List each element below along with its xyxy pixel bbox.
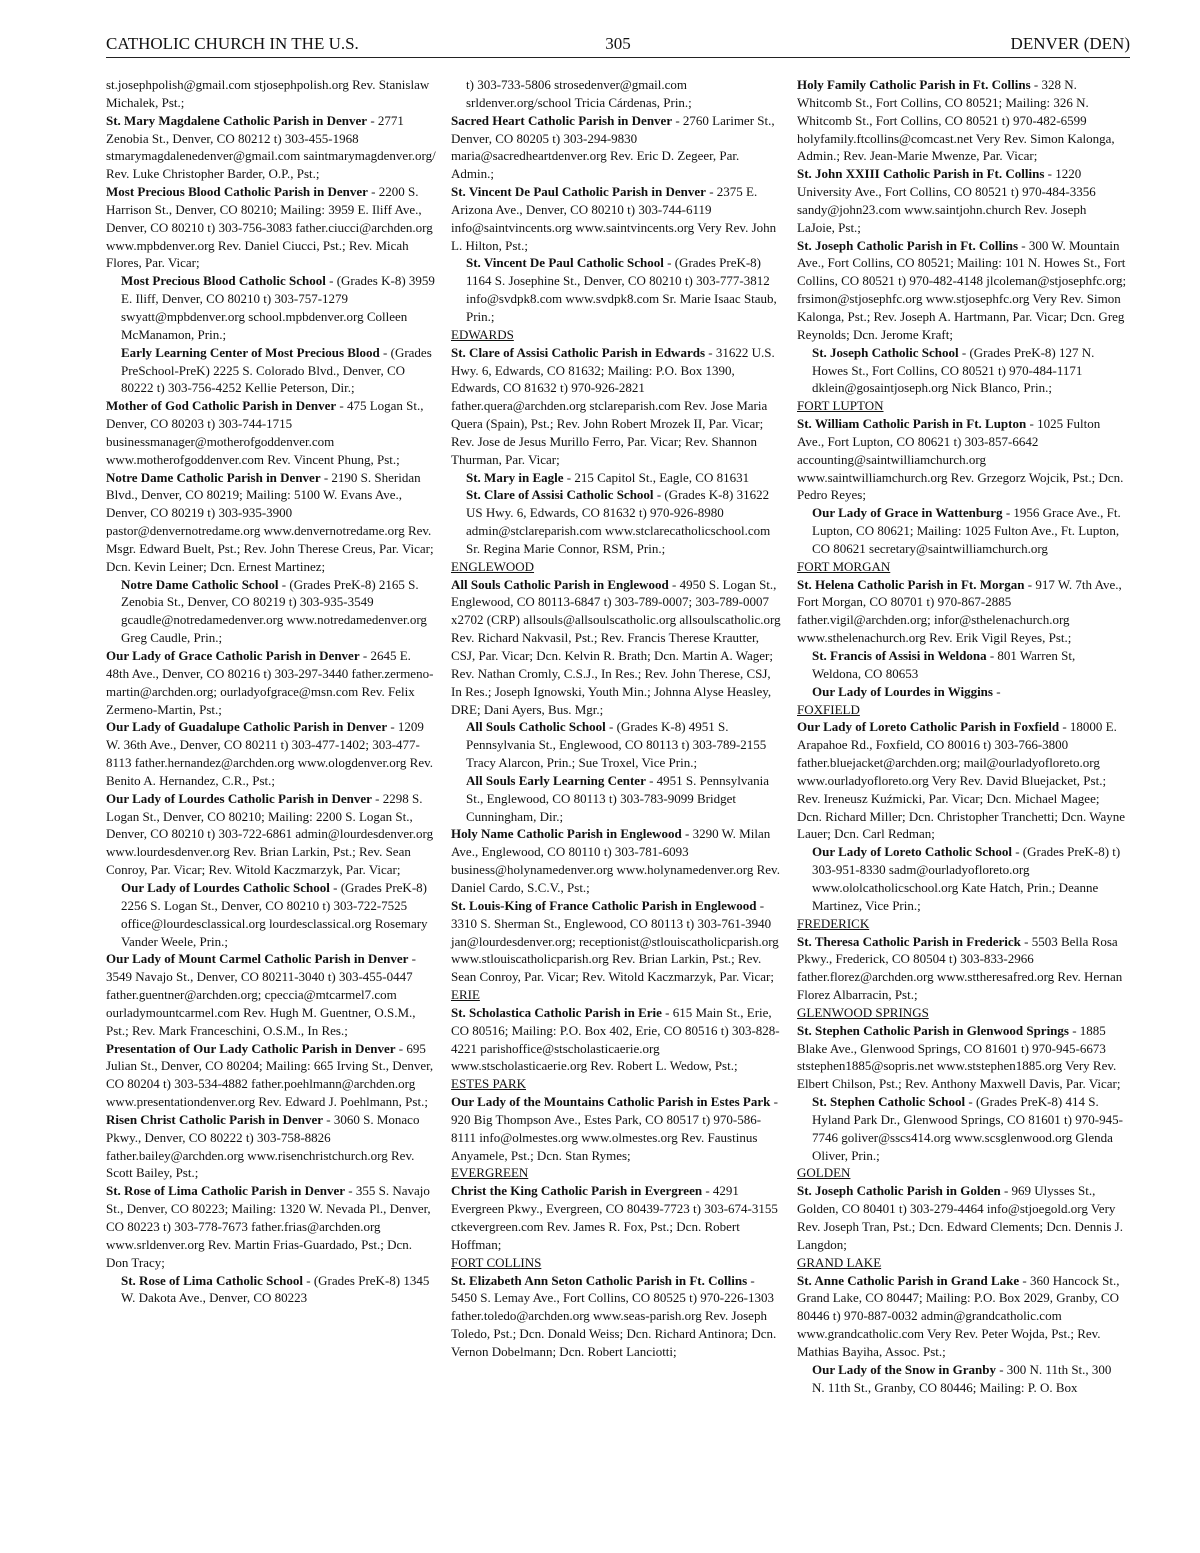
city-heading: ENGLEWOOD <box>451 558 535 574</box>
parish-entry <box>106 1111 436 1182</box>
parish-entry <box>106 790 436 879</box>
city-heading: FOXFIELD <box>797 701 860 717</box>
entry-details: - 1220 University Ave., Fort Collins, CO 80521 t) 970-484-3356 sandy@john23.com www.saintjohn.church Rev. Joseph LaJoie, Pst.; <box>797 166 1096 235</box>
entry-name: St. Joseph Catholic School <box>812 344 959 360</box>
parish-entry <box>106 112 436 183</box>
parish-entry <box>797 576 1127 647</box>
running-title: CATHOLIC CHURCH IN THE U.S. <box>106 34 359 53</box>
entry-name: St. Mary Magdalene Catholic Parish in Denver <box>106 112 368 128</box>
school-entry <box>106 1272 436 1308</box>
entry-name: Our Lady of Lourdes Catholic Parish in Denver <box>106 790 372 806</box>
parish-entry <box>106 469 436 576</box>
column-2 <box>451 76 781 1361</box>
entry-name: Our Lady of Loreto Catholic Parish in Foxfield <box>797 719 1060 735</box>
parish-entry <box>797 718 1127 843</box>
city-heading: EDWARDS <box>451 326 514 342</box>
entry-name: Notre Dame Catholic Parish in Denver <box>106 469 321 485</box>
page-number: 305 <box>605 34 631 53</box>
entry-name: St. Louis-King of France Catholic Parish in Englewood <box>451 897 757 913</box>
column-3 <box>797 76 1127 1396</box>
school-entry <box>451 772 781 826</box>
entry-name: St. Vincent De Paul Catholic Parish in Denver <box>451 184 706 200</box>
entry-details: - 4291 Evergreen Pkwy., Evergreen, CO 80439-7723 t) 303-674-3155 ctkevergreen.com Rev. James R. Fox, Pst.; Dcn. Robert Hoffman; <box>451 1183 778 1252</box>
school-entry <box>106 879 436 950</box>
entry-details: - 31622 U.S. Hwy. 6, Edwards, CO 81632; Mailing: P.O. Box 1390, Edwards, CO 81632 t) 970-926-2821 father.quera@archden.org stclareparish.com Rev. Jose Maria Quera (Spain), Pst.; Rev. John Robert Mrozek II, Par. Vicar; Rev. Jose de Jesus Murillo Ferro, Par. Vicar; Rev. Shannon Thurman, Par. Vicar; <box>451 344 775 467</box>
entry-name: Presentation of Our Lady Catholic Parish in Denver <box>106 1040 396 1056</box>
school-entry <box>106 576 436 647</box>
entry-details: - 3549 Navajo St., Denver, CO 80211-3040 t) 303-455-0447 father.guentner@archden.org; cpeccia@mtcarmel7.com ourladymountcarmel.com Rev. Hugh M. Guentner, O.S.M., Pst.; Rev. Mark Franceschini, O.S.M., In Res.; <box>106 951 416 1038</box>
city-heading: GRAND LAKE <box>797 1254 882 1270</box>
entry-name: St. Francis of Assisi in Weldona <box>812 648 987 663</box>
entry-name: Our Lady of Lourdes Catholic School <box>121 879 330 895</box>
entry-details: - 3060 S. Monaco Pkwy., Denver, CO 80222 t) 303-758-8826 father.bailey@archden.org www.risenchristchurch.org Rev. Scott Bailey, Pst.; <box>106 1111 420 1181</box>
school-entry <box>451 486 781 557</box>
entry-details: - 18000 E. Arapahoe Rd., Foxfield, CO 80016 t) 303-766-3800 father.bluejacket@archden.org; mail@ourladyofloreto.org www.ourladyofloreto.org Very Rev. David Bluejacket, Pst.; Rev. Ireneusz Kuźmicki, Par. Vicar; Dcn. Michael Magee; Dcn. Richard Miller; Dcn. Christopher Tranchetti; Dcn. Wayne Lauer; Dcn. Carl Redman; <box>797 719 1125 842</box>
entry-details: - 300 N. 11th St., 300 N. 11th St., Granby, CO 80446; Mailing: P. O. Box <box>812 1361 1112 1395</box>
entry-details: - 2298 S. Logan St., Denver, CO 80210; Mailing: 2200 S. Logan St., Denver, CO 80210 t) 303-722-6861 admin@lourdesdenver.org www.lourdesdenver.org Rev. Brian Larkin, Pst.; Rev. Sean Conroy, Par. Vicar; Rev. Witold Kaczmarzyk, Par. Vicar; <box>106 790 434 878</box>
entry-name: Early Learning Center of Most Precious Blood <box>121 344 380 360</box>
entry-name: Sacred Heart Catholic Parish in Denver <box>451 112 673 128</box>
parish-entry <box>451 112 781 183</box>
entry-details: - (Grades K-8) 4951 S. Pennsylvania St., Englewood, CO 80113 t) 303-789-2155 Tracy Alarcon, Prin.; Sue Troxel, Vice Prin.; <box>466 719 767 771</box>
entry-details: - <box>992 683 1001 699</box>
entry-details: - 615 Main St., Erie, CO 80516; Mailing: P.O. Box 402, Erie, CO 80516 t) 303-828-4221 parishoffice@stscholasticaerie.org www.stscholasticaerie.org Rev. Robert L. Wedow, Pst.; <box>451 1004 780 1074</box>
entry-details: - (Grades PreK-8) 1345 W. Dakota Ave., Denver, CO 80223 <box>121 1272 430 1306</box>
parish-entry <box>451 183 781 254</box>
parish-entry <box>797 1022 1127 1093</box>
parish-entry <box>106 1182 436 1271</box>
parish-entry <box>797 76 1127 165</box>
entry-details: t) 303-733-5806 strosedenver@gmail.com srldenver.org/school Tricia Cárdenas, Prin.; <box>466 77 692 110</box>
parish-entry <box>451 825 781 896</box>
entry-details: - 1209 W. 36th Ave., Denver, CO 80211 t) 303-477-1402; 303-477-8113 father.hernandez@archden.org www.ologdenver.org Rev. Benito A. Hernandez, C.R., Pst.; <box>106 719 433 788</box>
entry-details: - (Grades K-8) 31622 US Hwy. 6, Edwards, CO 81632 t) 970-926-8980 admin@stclareparish.com www.stclarecatholicschool.com Sr. Regina Marie Connor, RSM, Prin.; <box>466 487 771 556</box>
city-heading: FORT LUPTON <box>797 398 884 414</box>
city-heading: ERIE <box>451 987 480 1003</box>
entry-details: - 1956 Grace Ave., Ft. Lupton, CO 80621; Mailing: 1025 Fulton Ave., Ft. Lupton, CO 80621 secretary@saintwilliamchurch.org <box>812 505 1121 556</box>
entry-details: - (Grades PreK-8) 2165 S. Zenobia St., Denver, CO 80219 t) 303-935-3549 gcaudle@notredamedenver.org www.notredamedenver.org Greg Caudle, Prin.; <box>121 576 427 646</box>
diocese-title: DENVER (DEN) <box>1010 34 1130 53</box>
entry-details: - 2190 S. Sheridan Blvd., Denver, CO 80219; Mailing: 5100 W. Evans Ave., Denver, CO 80219 t) 303-935-3900 pastor@denvernotredame.org www.denvernotredame.org Rev. Msgr. Edward Buelt, Pst.; Rev. John Therese Creus, Par. Vicar; Dcn. Kevin Leiner; Dcn. Ernest Martinez; <box>106 469 434 574</box>
entry-name: St. Clare of Assisi Catholic Parish in Edwards <box>451 344 706 360</box>
entry-name: St. Clare of Assisi Catholic School <box>466 487 654 503</box>
entry-details: - 969 Ulysses St., Golden, CO 80401 t) 303-279-4464 info@stjoegold.org Very Rev. Joseph Tran, Pst.; Dcn. Edward Clements; Dcn. Dennis J. Langdon; <box>797 1183 1123 1252</box>
entry-details: - 695 Julian St., Denver, CO 80204; Mailing: 665 Irving St., Denver, CO 80204 t) 303-534-4882 father.poehlmann@archden.org www.presentationdenver.org Rev. Edward J. Poehlmann, Pst.; <box>106 1040 434 1110</box>
entry-details: - 475 Logan St., Denver, CO 80203 t) 303-744-1715 businessmanager@motherofgoddenver.com www.motherofgoddenver.com Rev. Vincent Phung, Pst.; <box>106 398 424 467</box>
entry-details: - 917 W. 7th Ave., Fort Morgan, CO 80701 t) 970-867-2885 father.vigil@archden.org; infor@sthelenachurch.org www.sthelenachurch.org Rev. Erik Vigil Reyes, Pst.; <box>797 576 1122 646</box>
entry-details: - 3310 S. Sherman St., Englewood, CO 80113 t) 303-761-3940 jan@lourdesdenver.org; receptionist@stlouiscatholicparish.org www.stlouiscatholicparish.org Rev. Brian Larkin, Pst.; Rev. Sean Conroy, Par. Vicar; Rev. Witold Kaczmarzyk, Par. Vicar; <box>451 897 779 985</box>
parish-entry <box>451 1182 781 1253</box>
entry-name: Our Lady of Loreto Catholic School <box>812 844 1012 860</box>
school-entry <box>797 647 1127 683</box>
parish-entry <box>797 1182 1127 1253</box>
entry-name: St. Stephen Catholic School <box>812 1094 966 1110</box>
entry-details: - (Grades PreK-8) 2256 S. Logan St., Denver, CO 80210 t) 303-722-7525 office@lourdesclassical.org lourdesclassical.org Rosemary Vander Weele, Prin.; <box>121 879 428 949</box>
parish-entry <box>106 647 436 718</box>
entry-details: - 801 Warren St, Weldona, CO 80653 <box>812 648 1076 681</box>
parish-entry <box>797 1272 1127 1361</box>
entry-name: All Souls Early Learning Center <box>466 772 646 788</box>
entry-details: - 2760 Larimer St., Denver, CO 80205 t) 303-294-9830 maria@sacredheartdenver.org Rev. Eric D. Zegeer, Par. Admin.; <box>451 112 775 182</box>
parish-entry <box>106 718 436 789</box>
entry-details: - 920 Big Thompson Ave., Estes Park, CO 80517 t) 970-586-8111 info@olmestes.org www.olmestes.org Rev. Faustinus Anyamele, Pst.; Dcn. Stan Rymes; <box>451 1094 778 1163</box>
entry-name: Most Precious Blood Catholic School <box>121 273 326 289</box>
entry-name: St. Anne Catholic Parish in Grand Lake <box>797 1272 1020 1288</box>
entry-name: St. Joseph Catholic Parish in Golden <box>797 1183 1001 1199</box>
parish-entry <box>797 933 1127 1004</box>
entry-details: - (Grades PreK-8) 414 S. Hyland Park Dr., Glenwood Springs, CO 81601 t) 970-945-7746 goliver@sscs414.org www.scsglenwood.org Glenda Oliver, Prin.; <box>812 1094 1123 1163</box>
school-entry <box>797 1361 1127 1397</box>
city-heading: ESTES PARK <box>451 1076 527 1092</box>
entry-details: - 5503 Bella Rosa Pkwy., Frederick, CO 80504 t) 303-833-2966 father.florez@archden.org www.sttheresafred.org Rev. Hernan Florez Albarracin, Pst.; <box>797 933 1123 1003</box>
city-heading: FREDERICK <box>797 915 870 931</box>
entry-details: - 300 W. Mountain Ave., Fort Collins, CO 80521; Mailing: 101 N. Howes St., Fort Collins, CO 80521 t) 970-482-4148 jlcoleman@stjosephfc.org; frsimon@stjosephfc.org www.stjosephfc.org Very Rev. Simon Kalonga, Pst.; Rev. Joseph A. Hartmann, Par. Vicar; Dcn. Greg Reynolds; Dcn. Jerome Kraft; <box>797 237 1127 342</box>
entry-details: - 3290 W. Milan Ave., Englewood, CO 80110 t) 303-781-6093 business@holynamedenver.org www.holynamedenver.org Rev. Daniel Cardo, S.C.V., Pst.; <box>451 826 780 895</box>
school-entry <box>451 469 781 487</box>
column-1 <box>106 76 436 1307</box>
entry-details: - 2645 E. 48th Ave., Denver, CO 80216 t) 303-297-3440 father.zermeno-martin@archden.org; ourladyofgrace@msn.com Rev. Felix Zermeno-Martin, Pst.; <box>106 648 434 717</box>
school-entry <box>451 718 781 772</box>
entry-name: St. Helena Catholic Parish in Ft. Morgan <box>797 576 1025 592</box>
parish-entry <box>451 1004 781 1075</box>
city-heading: FORT COLLINS <box>451 1254 542 1270</box>
city-heading: FORT MORGAN <box>797 558 891 574</box>
school-entry <box>797 1093 1127 1164</box>
entry-name: Our Lady of the Mountains Catholic Parish in Estes Park <box>451 1094 771 1110</box>
parish-entry <box>106 950 436 1039</box>
parish-entry <box>797 165 1127 236</box>
entry-name: St. Scholastica Catholic Parish in Erie <box>451 1004 662 1020</box>
school-entry <box>106 344 436 398</box>
parish-entry <box>797 415 1127 504</box>
entry-name: Holy Family Catholic Parish in Ft. Collins <box>797 77 1031 92</box>
entry-details: - (Grades PreK-8) 1164 S. Josephine St., Denver, CO 80210 t) 303-777-3812 info@svdpk8.com www.svdpk8.com Sr. Marie Isaac Staub, Prin.; <box>466 255 777 324</box>
parish-entry <box>451 1093 781 1164</box>
parish-entry <box>451 576 781 719</box>
entry-name: Christ the King Catholic Parish in Evergreen <box>451 1183 703 1199</box>
entry-details: - 328 N. Whitcomb St., Fort Collins, CO 80521; Mailing: 326 N. Whitcomb St., Fort Collins, CO 80521 t) 970-482-6599 holyfamily.ftcollins@comcast.net Very Rev. Simon Kalonga, Admin.; Rev. Jean-Marie Mwenze, Par. Vicar; <box>797 77 1115 164</box>
entry-name: St. John XXIII Catholic Parish in Ft. Collins <box>797 166 1045 182</box>
school-entry <box>797 683 1127 701</box>
entry-name: St. Vincent De Paul Catholic School <box>466 255 664 271</box>
entry-name: Our Lady of Lourdes in Wiggins <box>812 683 993 699</box>
entry-details: - 215 Capitol St., Eagle, CO 81631 <box>563 469 750 485</box>
entry-name: St. Elizabeth Ann Seton Catholic Parish in Ft. Collins <box>451 1272 748 1288</box>
entry-name: St. William Catholic Parish in Ft. Lupton <box>797 416 1027 432</box>
school-entry <box>797 504 1127 558</box>
entry-details: - 5450 S. Lemay Ave., Fort Collins, CO 80525 t) 970-226-1303 father.toledo@archden.org www.seas-parish.org Rev. Joseph Toledo, Pst.; Dcn. Donald Weiss; Dcn. Richard Antinora; Dcn. Vernon Dobelmann; Dcn. Robert Lanciotti; <box>451 1272 777 1359</box>
parish-entry <box>451 1272 781 1361</box>
entry-name: St. Stephen Catholic Parish in Glenwood Springs <box>797 1022 1069 1038</box>
entry-name: Most Precious Blood Catholic Parish in Denver <box>106 184 368 200</box>
entry-details: - 360 Hancock St., Grand Lake, CO 80447; Mailing: P.O. Box 2029, Granby, CO 80446 t) 970-887-0032 admin@grandcatholic.com www.grandcatholic.com Very Rev. Peter Wojda, Pst.; Rev. Mathias Bayiha, Assoc. Pst.; <box>797 1272 1120 1359</box>
entry-details: - 1025 Fulton Ave., Fort Lupton, CO 80621 t) 303-857-6642 accounting@saintwilliamchurch.org www.saintwilliamchurch.org Rev. Grzegorz Wojcik, Pst.; Dcn. Pedro Reyes; <box>797 416 1124 503</box>
school-entry <box>106 272 436 343</box>
parish-entry <box>451 344 781 469</box>
entry-name: Holy Name Catholic Parish in Englewood <box>451 826 682 842</box>
entry-name: St. Joseph Catholic Parish in Ft. Collins <box>797 237 1019 253</box>
parish-entry <box>106 397 436 468</box>
entry-details: - 2200 S. Harrison St., Denver, CO 80210; Mailing: 3959 E. Iliff Ave., Denver, CO 80210 t) 303-756-3083 father.ciucci@archden.org www.mpbdenver.org Rev. Daniel Ciucci, Pst.; Rev. Micah Flores, Par. Vicar; <box>106 184 433 271</box>
parish-entry <box>106 1040 436 1111</box>
city-heading: EVERGREEN <box>451 1165 529 1181</box>
entry-name: Our Lady of Grace Catholic Parish in Denver <box>106 648 360 663</box>
entry-details: - 4951 S. Pennsylvania St., Englewood, CO 80113 t) 303-783-9099 Bridget Cunningham, Dir.; <box>466 772 769 824</box>
parish-entry <box>106 76 436 112</box>
entry-name: All Souls Catholic School <box>466 719 606 735</box>
entry-name: Our Lady of Mount Carmel Catholic Parish in Denver <box>106 951 409 967</box>
entry-name: St. Theresa Catholic Parish in Frederick <box>797 933 1021 949</box>
entry-name: Risen Christ Catholic Parish in Denver <box>106 1111 324 1127</box>
entry-name: Notre Dame Catholic School <box>121 576 279 592</box>
entry-name: Our Lady of the Snow in Granby <box>812 1361 996 1377</box>
city-heading: GOLDEN <box>797 1165 851 1181</box>
page-header <box>106 33 1130 58</box>
entry-name: Mother of God Catholic Parish in Denver <box>106 398 337 414</box>
entry-details: - (Grades PreK-8) 127 N. Howes St., Fort Collins, CO 80521 t) 970-484-1171 dklein@gosaintjoseph.org Nick Blanco, Prin.; <box>812 344 1095 396</box>
entry-details: - 2375 E. Arizona Ave., Denver, CO 80210 t) 303-744-6119 info@saintvincents.org www.saintvincents.org Very Rev. John L. Hilton, Pst.; <box>451 184 777 253</box>
entry-details: st.josephpolish@gmail.com stjosephpolish.org Rev. Stanislaw Michalek, Pst.; <box>106 77 430 110</box>
school-entry <box>451 254 781 325</box>
entry-details: - 4950 S. Logan St., Englewood, CO 80113-6847 t) 303-789-0007; 303-789-0007 x2702 (CRP) allsouls@allsoulscatholic.org allsoulscatholic.org Rev. Richard Nakvasil, Pst.; Rev. Francis Therese Krautter, CSJ, Par. Vicar; Dcn. Kelvin R. Brath; Dcn. Martin A. Wager; Rev. Nathan Cromly, C.S.J., In Res.; Rev. John Therese, CSJ, In Res.; Joseph Ignowski, Youth Min.; Johnna Alyse Heasley, DRE; Dani Ayers, Bus. Mgr.; <box>451 576 781 717</box>
school-entry <box>797 843 1127 914</box>
school-entry <box>797 344 1127 398</box>
parish-entry <box>797 237 1127 344</box>
entry-name: Our Lady of Grace in Wattenburg <box>812 505 1003 521</box>
parish-entry <box>451 897 781 986</box>
entry-name: All Souls Catholic Parish in Englewood <box>451 576 669 592</box>
school-entry <box>451 76 781 112</box>
entry-details: - 355 S. Navajo St., Denver, CO 80223; Mailing: 1320 W. Nevada Pl., Denver, CO 80223 t) 303-778-7673 father.frias@archden.org www.srldenver.org Rev. Martin Frias-Guardado, Pst.; Dcn. Don Tracy; <box>106 1183 431 1270</box>
entry-name: Our Lady of Guadalupe Catholic Parish in Denver <box>106 719 388 735</box>
parish-entry <box>106 183 436 272</box>
entry-details: - (Grades PreSchool-PreK) 2225 S. Colorado Blvd., Denver, CO 80222 t) 303-756-4252 Kellie Peterson, Dir.; <box>121 344 432 396</box>
entry-name: St. Rose of Lima Catholic Parish in Denver <box>106 1183 346 1199</box>
entry-details: - 2771 Zenobia St., Denver, CO 80212 t) 303-455-1968 stmarymagdalenedenver@gmail.com saintmarymagdenver.org/ Rev. Luke Christopher Barder, O.P., Pst.; <box>106 112 436 182</box>
entry-details: - (Grades K-8) 3959 E. Iliff, Denver, CO 80210 t) 303-757-1279 swyatt@mpbdenver.org school.mpbdenver.org Colleen McManamon, Prin.; <box>121 273 435 342</box>
entry-name: St. Rose of Lima Catholic School <box>121 1272 303 1288</box>
entry-name: St. Mary in Eagle <box>466 469 564 485</box>
entry-details: - 1885 Blake Ave., Glenwood Springs, CO 81601 t) 970-945-6673 ststephen1885@sopris.net www.ststephen1885.org Very Rev. Elbert Chilson, Pst.; Rev. Anthony Maxwell Davis, Par. Vicar; <box>797 1022 1121 1092</box>
entry-details: - (Grades PreK-8) t) 303-951-8330 sadm@ourladyofloreto.org www.ololcatholicschool.org Kate Hatch, Prin.; Deanne Martinez, Vice Prin.; <box>812 844 1121 913</box>
city-heading: GLENWOOD SPRINGS <box>797 1004 929 1020</box>
